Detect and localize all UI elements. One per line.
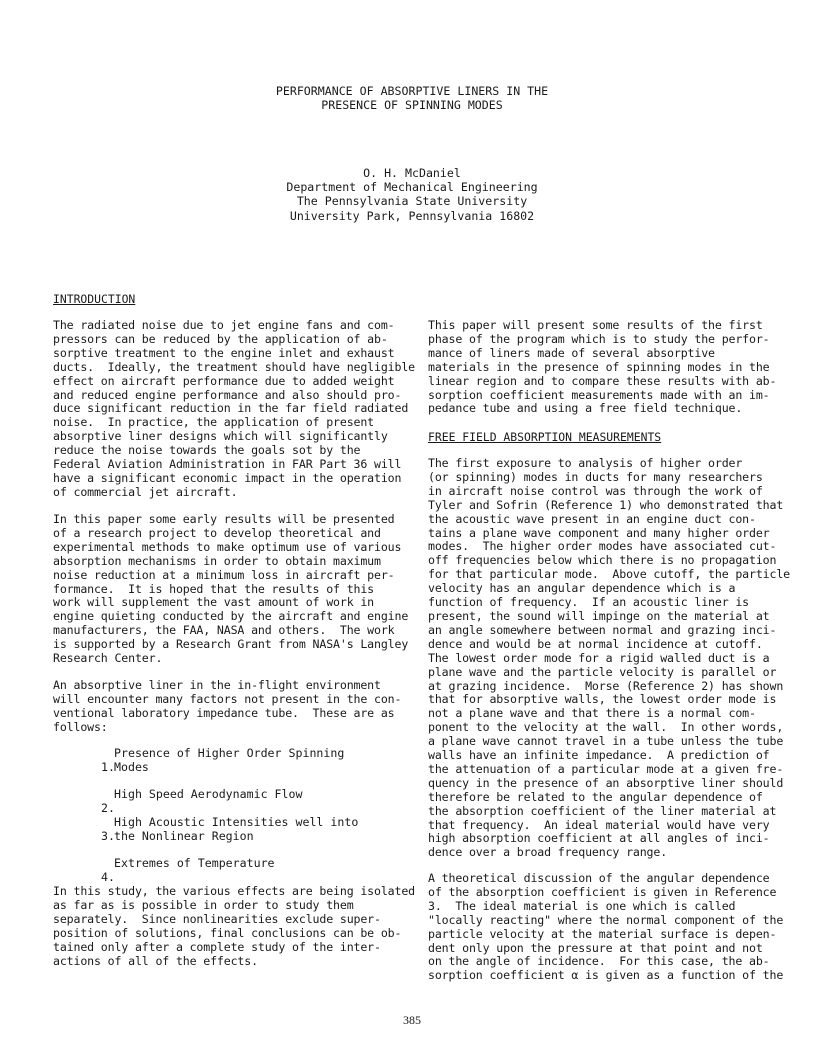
list-item-text: High Speed Aerodynamic Flow	[114, 787, 303, 801]
list-item-text: Extremes of Temperature	[114, 856, 275, 870]
right-column-p3	[428, 872, 788, 983]
right-column-p2	[428, 457, 788, 860]
list-number: 2.	[100, 800, 115, 815]
left-paragraph-2: In this paper some early results will be presented of a research project to develop theoretical and experimental methods to make optimum use of various absorption mechanisms in order to obtain maximum noise reduction at a minimum loss in aircraft per- formance. It is hoped that the results of this work will supplement the vast amount of work in engine quieting conducted by the aircraft and engine manufacturers, the FAA, NASA and others. The work is supported by a Research Grant from NASA's Langley Research Center.	[53, 512, 409, 666]
right-column	[428, 319, 788, 416]
section-heading-free-field: FREE FIELD ABSORPTION MEASUREMENTS	[428, 430, 662, 444]
left-paragraph-4: In this study, the various effects are being isolated as far as is possible in order to study them separately. Since nonlinearities exclude super- position of solutions, final conclusions can be ob- tained only after a complete study of the inter- actions of all of the effects.	[53, 884, 415, 968]
title-line-2: PRESENCE OF SPINNING MODES	[321, 98, 503, 112]
title-line-1: PERFORMANCE OF ABSORPTIVE LINERS IN THE	[275, 84, 549, 98]
paper-title	[0, 84, 824, 112]
author-block	[0, 166, 824, 223]
author-address: University Park, Pennsylvania 16802	[289, 208, 535, 223]
list-number: 1.	[100, 759, 115, 774]
list-item-text: High Acoustic Intensities well into the Nonlinear Region	[114, 815, 359, 843]
left-column-p4	[53, 884, 415, 968]
left-column	[53, 318, 415, 500]
page-number: 385	[403, 1013, 421, 1027]
right-paragraph-1: This paper will present some results of the first phase of the program which is to study the perfor- mance of liners made of several absorptive materials in the presence of spinning modes in the linear region and to compare these results with ab- sorption coefficient measurements made with an im- pedance tube and using a free field technique.	[428, 318, 777, 416]
right-paragraph-3: A theoretical discussion of the angular dependence of the absorption coefficient is given in Reference 3. The ideal material is one which is called "locally reacting" where the normal component of the particle velocity at the material surface is depen- dent only upon the pressure at that point and not on the angle of incidence. For this case, the ab- sorption coefficient α is given as a function of the	[428, 871, 784, 983]
factor-list-item	[87, 747, 115, 775]
author-name: O. H. McDaniel	[363, 166, 461, 180]
section-heading-introduction: INTRODUCTION	[53, 292, 136, 306]
list-item-text: Presence of Higher Order Spinning Modes	[114, 746, 345, 774]
right-paragraph-2: The first exposure to analysis of higher order (or spinning) modes in ducts for many researchers in aircraft noise control was through the work of Tyler and Sofrin (Reference 1) who demonstrated that the acoustic wave present in an engine duct con- tains a plane wave component and many higher order modes. The higher order modes have associated cut- off frequencies below which there is no propagation for that particular mode. Above cutoff, the particle velocity has an angular dependence which is a function of frequency. If an acoustic liner is present, the sound will impinge on the material at an angle somewhere between normal and grazing inci- dence and would be at normal incidence at cutoff. The lowest order mode for a rigid walled duct is a plane wave and the particle velocity is parallel or at grazing incidence. Morse (Reference 2) has shown that for absorptive walls, the lowest order mode is not a plane wave and that there is a normal com- ponent to the velocity at the wall. In other words, a plane wave cannot travel in a tube unless the tube walls have an infinite impedance. A prediction of the attenuation of a particular mode at a given fre- quency in the presence of an absorptive liner should therefore be related to the angular dependence of the absorption coefficient of the liner material at that frequency. An ideal material would have very high absorption coefficient at all angles of inci- dence over a broad frequency range.	[428, 456, 790, 860]
list-number: 3.	[100, 828, 115, 843]
author-university: The Pennsylvania State University	[296, 194, 528, 209]
factor-list-item	[87, 788, 115, 816]
left-column-p2	[53, 512, 409, 666]
left-paragraph-1: The radiated noise due to jet engine fans and com- pressors can be reduced by the application of ab- sorptive treatment to the engine inlet and exhaust ducts. Ideally, the treatment should have negligible effect on aircraft performance due to added weight and reduced engine performance and also should pro- duce significant reduction in the far field radiated noise. In practice, the application of present absorptive liner designs which will significantly reduce the noise towards the goals sot by the Federal Aviation Administration in FAR Part 36 will have a significant economic impact in the operation of commercial jet aircraft.	[53, 318, 415, 499]
author-department: Department of Mechanical Engineering	[286, 180, 538, 195]
factor-list-item	[87, 816, 115, 844]
list-number: 4.	[100, 869, 115, 884]
factor-list-item	[87, 857, 115, 885]
left-paragraph-3: An absorptive liner in the in-flight environment will encounter many factors not present in the con- ventional laboratory impedance tube. These are as follows:	[53, 678, 402, 734]
left-column-p3	[53, 679, 403, 735]
